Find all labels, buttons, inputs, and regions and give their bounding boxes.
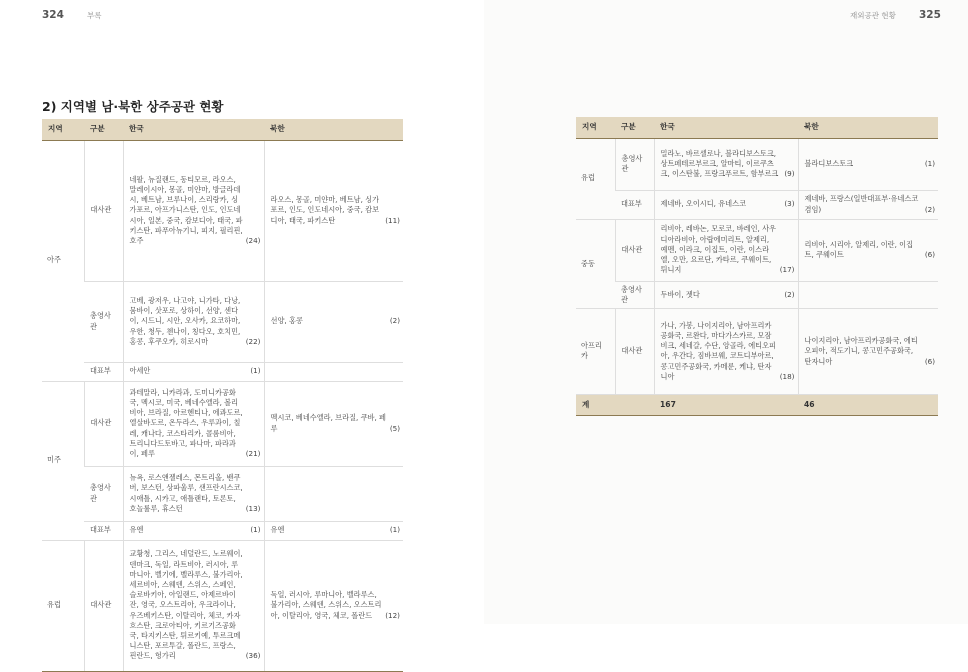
south-list: 리비아, 레바논, 모로코, 바레인, 사우디아라비아, 아랍에미리트, 알제리, 예멘, 이라크, 이집트, 이란, 이스라엘, 오만, 요르단, 카타르, 쿠웨이트, 튀니지 (660, 224, 776, 275)
north-cell (264, 281, 403, 362)
region-cell: 유럽 (576, 138, 615, 219)
south-count: (17) (779, 265, 795, 275)
table-row (576, 308, 938, 394)
south-cell (123, 140, 264, 281)
south-list: 유엔 (129, 525, 144, 535)
section-title: 2) 지역별 남·북한 상주공관 현황 (42, 99, 224, 114)
south-cell (123, 540, 264, 671)
south-list: 가나, 가봉, 나이지리아, 남아프리카공화국, 르완다, 마다가스카르, 모잠비크, 세네갈, 수단, 앙골라, 에티오피아, 우간다, 짐바브웨, 코트디부아르, 콩고민주공화국, 카메룬, 케냐, 탄자니아 (660, 320, 776, 381)
north-list: 제네바, 프랑스(일반대표부·유네스코겸임) (804, 194, 919, 214)
south-count: (1) (250, 525, 261, 535)
south-count: (22) (245, 336, 261, 346)
south-list: 두바이, 젯다 (660, 289, 700, 299)
type-cell: 총영사관 (84, 466, 123, 521)
north-cell (264, 540, 403, 671)
north-cell (798, 219, 938, 281)
north-cell (798, 138, 938, 190)
south-count: (24) (245, 236, 261, 246)
table-row (42, 521, 403, 540)
mission-table-right (576, 117, 938, 416)
table-row (576, 190, 938, 219)
table-row (42, 540, 403, 671)
type-cell: 대사관 (84, 540, 123, 671)
type-cell: 대사관 (615, 308, 654, 394)
page-number-right: 325 (919, 9, 941, 21)
south-list: 밀라노, 바르셀로나, 블라디보스토크, 상트페테르부르크, 알마티, 이르쿠츠크, 이스탄불, 프랑크푸르트, 함부르크 (660, 148, 779, 179)
north-count: (6) (924, 356, 935, 366)
north-count: (2) (924, 204, 935, 214)
table-row (42, 281, 403, 362)
north-list: 라오스, 몽골, 미얀마, 베트남, 싱가포르, 인도, 인도네시아, 중국, 캄보디아, 태국, 파키스탄 (270, 195, 380, 225)
north-cell (798, 308, 938, 394)
south-cell (654, 219, 798, 281)
south-count: (2) (784, 289, 795, 299)
south-cell (123, 466, 264, 521)
north-list: 나이지리아, 남아프리카공화국, 에티오피아, 적도기니, 콩고민주공화국, 탄자니아 (804, 336, 918, 366)
south-list: 교황청, 그리스, 네덜란드, 노르웨이, 덴마크, 독일, 라트비아, 러시아, 루마니아, 벨기에, 벨라루스, 불가리아, 세르비아, 스웨덴, 스위스, 스페인, 슬로바키아, 아일랜드, 아제르바이잔, 영국, 오스트리아, 우크라이나, 우즈베키스탄, 이탈리아, 체코, 카자흐스탄, 크로아티아, 키르기즈공화국, 타지키스탄, 튀르키예, 투르크메니스탄, 포르투갈, 폴란드, 프랑스, 핀란드, 헝가리 (129, 549, 243, 661)
type-cell: 대사관 (615, 219, 654, 281)
region-cell: 중동 (576, 219, 615, 308)
table-row (42, 381, 403, 466)
table-row (576, 281, 938, 308)
header-south: 한국 (654, 117, 798, 138)
page-number-left: 324 (42, 9, 64, 21)
right-page (484, 0, 968, 624)
south-count: (21) (245, 449, 261, 459)
table-row (576, 219, 938, 281)
table-header-row (576, 117, 938, 138)
north-cell (264, 140, 403, 281)
header-north: 북한 (798, 117, 938, 138)
table-row (42, 466, 403, 521)
south-cell (654, 138, 798, 190)
total-label: 계 (576, 394, 654, 415)
header-north: 북한 (264, 119, 403, 140)
south-cell (123, 362, 264, 381)
header-type: 구분 (84, 119, 123, 140)
south-count: (9) (784, 169, 795, 179)
region-cell: 유럽 (42, 540, 84, 671)
south-count: (13) (245, 503, 261, 513)
north-count: (11) (385, 215, 400, 225)
north-cell (264, 381, 403, 466)
region-cell: 아프리카 (576, 308, 615, 394)
north-count: (1) (389, 525, 400, 535)
north-list: 선양, 홍콩 (270, 316, 303, 326)
total-north: 46 (798, 394, 938, 415)
mission-table-left (42, 119, 403, 672)
region-cell: 아주 (42, 140, 84, 381)
south-list: 제네바, 오이시디, 유네스코 (660, 199, 747, 209)
type-cell: 대사관 (84, 140, 123, 281)
header-south: 한국 (123, 119, 264, 140)
south-cell (123, 381, 264, 466)
south-cell (654, 190, 798, 219)
south-list: 고베, 광저우, 나고야, 니가타, 다낭, 뭄바이, 삿포로, 상하이, 선양, 센다이, 시드니, 시안, 오사카, 요코하마, 우한, 청두, 첸나이, 칭다오, 호치민, 홍콩, 후쿠오카, 히로시마 (129, 295, 241, 346)
south-list: 과테말라, 니카라과, 도미니카공화국, 멕시코, 미국, 베네수엘라, 볼리비아, 브라질, 아르헨티나, 에콰도르, 엘살바도르, 온두라스, 우루과이, 칠레, 캐나다, 코스타리카, 콜롬비아, 트리니다드토바고, 파나마, 파라과이, 페루 (129, 387, 243, 459)
north-cell (798, 281, 938, 308)
north-count: (2) (389, 316, 400, 326)
north-count: (12) (385, 610, 400, 620)
north-count: (5) (389, 423, 400, 433)
type-cell: 대표부 (84, 521, 123, 540)
north-list: 블라디보스토크 (804, 158, 854, 168)
table-row (42, 140, 403, 281)
south-list: 네팔, 뉴질랜드, 동티모르, 라오스, 말레이시아, 몽골, 미얀마, 방글라데시, 베트남, 브루나이, 스리랑카, 싱가포르, 아프가니스탄, 인도, 인도네시아, 일본, 중국, 캄보디아, 태국, 파키스탄, 파푸아뉴기니, 피지, 필리핀, 호주 (129, 174, 243, 246)
table-row (42, 362, 403, 381)
south-count: (18) (779, 371, 795, 381)
table-header-row (42, 119, 403, 140)
south-count: (1) (250, 366, 261, 376)
type-cell: 대표부 (84, 362, 123, 381)
north-cell (798, 190, 938, 219)
type-cell: 대사관 (84, 381, 123, 466)
north-count: (6) (924, 250, 935, 259)
south-cell (123, 281, 264, 362)
north-count: (1) (924, 158, 935, 168)
north-list: 리비아, 시리아, 알제리, 이란, 이집트, 쿠웨이트 (804, 239, 914, 259)
south-list: 뉴욕, 로스앤젤레스, 몬트리올, 밴쿠버, 보스턴, 상파울루, 샌프란시스코, 시애틀, 시카고, 애틀랜타, 토론토, 호놀룰루, 휴스턴 (129, 473, 243, 513)
table-row (576, 138, 938, 190)
south-cell (654, 308, 798, 394)
south-count: (36) (245, 651, 261, 661)
type-cell: 총영사관 (615, 281, 654, 308)
north-cell (264, 521, 403, 540)
total-row (576, 394, 938, 415)
north-cell (264, 466, 403, 521)
page-section-label-right: 재외공관 현황 (850, 11, 896, 20)
left-page (0, 0, 484, 661)
south-list: 아세안 (129, 366, 151, 376)
type-cell: 대표부 (615, 190, 654, 219)
page-section-label-left: 부록 (87, 11, 102, 20)
type-cell: 총영사관 (615, 138, 654, 190)
region-cell: 미주 (42, 381, 84, 540)
south-cell (654, 281, 798, 308)
north-list: 유엔 (270, 525, 285, 535)
south-count: (3) (784, 199, 795, 209)
header-region: 지역 (576, 117, 615, 138)
north-cell (264, 362, 403, 381)
header-region: 지역 (42, 119, 84, 140)
total-south: 167 (654, 394, 798, 415)
north-list: 멕시코, 베네수엘라, 브라질, 쿠바, 페루 (270, 413, 386, 433)
south-cell (123, 521, 264, 540)
north-list: 독일, 러시아, 루마니아, 벨라루스, 불가리아, 스웨덴, 스위스, 오스트리아, 이탈리아, 영국, 체코, 폴란드 (270, 590, 382, 620)
type-cell: 총영사관 (84, 281, 123, 362)
header-type: 구분 (615, 117, 654, 138)
